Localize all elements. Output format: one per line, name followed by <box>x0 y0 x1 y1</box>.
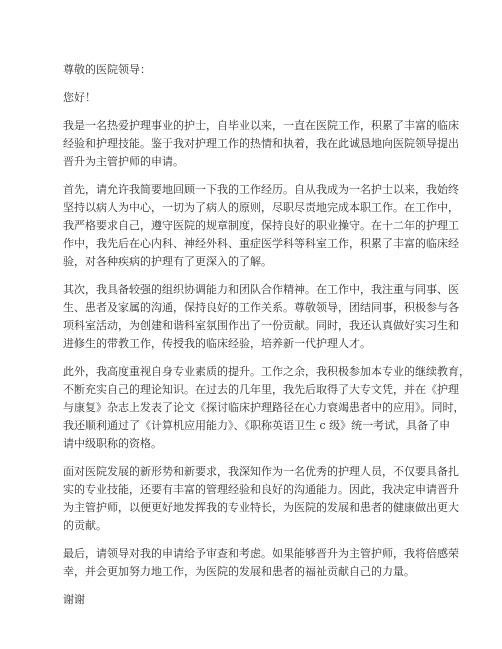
paragraph-line: 我是一名热爱护理事业的护士，自毕业以来，一直在医院工作，积累了丰富的临床 <box>63 119 459 132</box>
paragraph-line: 幸，并会更加努力地工作，为医院的发展和患者的福祉贡献自己的力量。 <box>63 565 415 578</box>
closing <box>63 591 448 609</box>
paragraph-4 <box>63 363 470 453</box>
paragraph-line: 作中，我先后在心内科、神经外科、重症医学科等科室工作，积累了丰富的临床经 <box>63 237 459 250</box>
paragraph-3 <box>63 281 459 353</box>
paragraph-line: 实的专业技能，还要有丰富的管理经验和良好的沟通能力。因此，我决定申请晋升 <box>63 483 459 496</box>
paragraph-line: 我严格要求自己，遵守医院的规章制度，保持良好的职业操守。在十二年的护理工 <box>63 219 459 232</box>
letter-body <box>63 61 470 619</box>
paragraph-line: 的贡献。 <box>63 519 107 532</box>
paragraph-6 <box>63 545 459 581</box>
greeting-text: 您好！ <box>63 91 96 104</box>
closing-text: 谢谢 <box>63 593 85 606</box>
paragraph-2 <box>63 181 459 271</box>
paragraph-1 <box>63 117 459 171</box>
paragraph-line: 请中级职称的资格。 <box>63 437 162 450</box>
paragraph-5 <box>63 463 459 535</box>
salutation <box>63 61 448 79</box>
paragraph-line: 最后，请领导对我的申请给予审查和考虑。如果能够晋升为主管护师，我将倍感荣 <box>63 547 459 560</box>
paragraph-line: 我还顺利通过了《计算机应用能力》、《职称英语卫生 c 级》统一考试，具备了申 <box>63 419 451 432</box>
paragraph-line: 经验和护理技能。鉴于我对护理工作的热情和执着，我在此诚恳地向医院领导提出 <box>63 137 459 150</box>
paragraph-line: 生、患者及家属的沟通，保持良好的工作关系。尊敬领导，团结同事，积极参与各 <box>63 301 459 314</box>
paragraph-line: 与康复》杂志上发表了论文《探讨临床护理路径在心力衰竭患者中的应用》。同时， <box>63 401 465 414</box>
salutation-text: 尊敬的医院领导： <box>63 63 151 76</box>
paragraph-line: 首先，请允许我简要地回顾一下我的工作经历。自从我成为一名护士以来，我始终 <box>63 183 459 196</box>
greeting <box>63 89 448 107</box>
paragraph-line: 进修生的带教工作，传授我的临床经验，培养新一代护理人才。 <box>63 337 371 350</box>
paragraph-line: 项科室活动，为创建和谐科室氛围作出了一份贡献。同时，我还认真做好实习生和 <box>63 319 459 332</box>
paragraph-line: 其次，我具备较强的组织协调能力和团队合作精神。在工作中，我注重与同事、医 <box>63 283 459 296</box>
paragraph-line: 为主管护师，以便更好地发挥我的专业特长，为医院的发展和患者的健康做出更大 <box>63 501 459 514</box>
paragraph-line: 晋升为主管护师的申请。 <box>63 155 184 168</box>
paragraph-line: 此外，我高度重视自身专业素质的提升。工作之余，我积极参加本专业的继续教育， <box>63 365 470 378</box>
paragraph-line: 不断充实自己的理论知识。在过去的几年里，我先后取得了大专文凭，并在《护理 <box>63 383 459 396</box>
paragraph-line: 验，对各种疾病的护理有了更深入的了解。 <box>63 255 272 268</box>
paragraph-line: 坚持以病人为中心，一切为了病人的原则，尽职尽责地完成本职工作。在工作中， <box>63 201 459 214</box>
paragraph-line: 面对医院发展的新形势和新要求，我深知作为一名优秀的护理人员，不仅要具备扎 <box>63 465 459 478</box>
